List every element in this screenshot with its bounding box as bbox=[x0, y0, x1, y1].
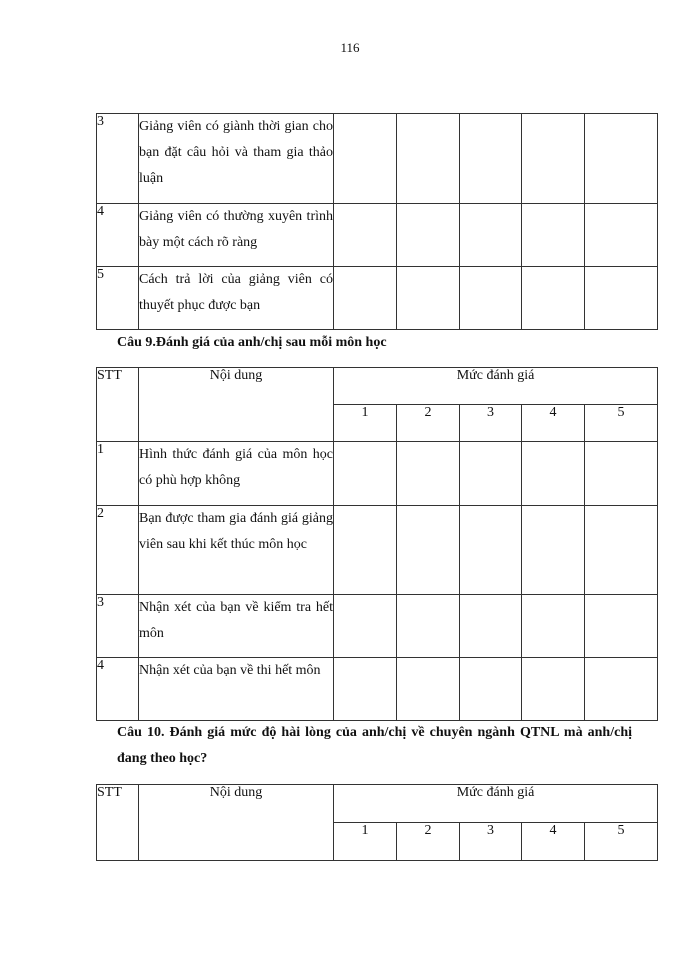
rating-cell[interactable] bbox=[522, 114, 585, 204]
question-9-title: Câu 9.Đánh giá của anh/chị sau mỗi môn học bbox=[117, 335, 387, 350]
level-4: 4 bbox=[522, 405, 585, 442]
level-5: 5 bbox=[585, 405, 658, 442]
header-rating: Mức đánh giá bbox=[334, 368, 658, 405]
rating-cell[interactable] bbox=[334, 595, 397, 658]
table-row bbox=[97, 114, 658, 204]
question-10-title: Câu 10. Đánh giá mức độ hài lòng của anh/chị về chuyên ngành QTNL mà anh/chị đang theo học? bbox=[117, 725, 632, 766]
rating-cell[interactable] bbox=[397, 442, 460, 506]
header-stt: STT bbox=[97, 368, 139, 442]
rating-cell[interactable] bbox=[334, 442, 397, 506]
rating-cell[interactable] bbox=[522, 442, 585, 506]
level-2: 2 bbox=[397, 405, 460, 442]
rating-cell[interactable] bbox=[460, 506, 522, 595]
rating-cell[interactable] bbox=[585, 595, 658, 658]
rating-cell[interactable] bbox=[397, 114, 460, 204]
rating-cell[interactable] bbox=[460, 658, 522, 721]
rating-cell[interactable] bbox=[460, 267, 522, 330]
level-3: 3 bbox=[460, 405, 522, 442]
rating-cell[interactable] bbox=[460, 204, 522, 267]
level-4: 4 bbox=[522, 823, 585, 861]
level-2: 2 bbox=[397, 823, 460, 861]
level-3: 3 bbox=[460, 823, 522, 861]
rating-cell[interactable] bbox=[397, 658, 460, 721]
rating-cell[interactable] bbox=[334, 506, 397, 595]
rating-cell[interactable] bbox=[585, 114, 658, 204]
row-stt: 5 bbox=[97, 267, 139, 330]
row-content: Cách trả lời của giảng viên có thuyết phục được bạn bbox=[139, 267, 334, 330]
rating-cell[interactable] bbox=[397, 204, 460, 267]
row-stt: 3 bbox=[97, 595, 139, 658]
rating-cell[interactable] bbox=[460, 442, 522, 506]
rating-cell[interactable] bbox=[334, 114, 397, 204]
rating-cell[interactable] bbox=[585, 267, 658, 330]
level-1: 1 bbox=[334, 405, 397, 442]
header-content: Nội dung bbox=[139, 368, 334, 442]
rating-cell[interactable] bbox=[460, 595, 522, 658]
table-question-10 bbox=[96, 784, 658, 861]
row-stt: 4 bbox=[97, 204, 139, 267]
row-stt: 3 bbox=[97, 114, 139, 204]
rating-cell[interactable] bbox=[397, 595, 460, 658]
rating-cell[interactable] bbox=[397, 506, 460, 595]
row-content: Giảng viên có thường xuyên trình bày một cách rõ ràng bbox=[139, 204, 334, 267]
row-stt: 1 bbox=[97, 442, 139, 506]
rating-cell[interactable] bbox=[585, 442, 658, 506]
row-content: Giảng viên có giành thời gian cho bạn đặt câu hỏi và tham gia thảo luận bbox=[139, 114, 334, 204]
page-number: 116 bbox=[340, 40, 360, 55]
rating-cell[interactable] bbox=[522, 506, 585, 595]
row-stt: 4 bbox=[97, 658, 139, 721]
table-row bbox=[97, 595, 658, 658]
rating-cell[interactable] bbox=[334, 204, 397, 267]
rating-cell[interactable] bbox=[522, 204, 585, 267]
level-1: 1 bbox=[334, 823, 397, 861]
table-row bbox=[97, 204, 658, 267]
rating-cell[interactable] bbox=[585, 658, 658, 721]
row-stt: 2 bbox=[97, 506, 139, 595]
row-content: Nhận xét của bạn về thi hết môn bbox=[139, 658, 334, 721]
rating-cell[interactable] bbox=[522, 267, 585, 330]
rating-cell[interactable] bbox=[522, 658, 585, 721]
table-row bbox=[97, 267, 658, 330]
rating-cell[interactable] bbox=[334, 658, 397, 721]
table-top-continuation bbox=[96, 113, 658, 330]
rating-cell[interactable] bbox=[585, 506, 658, 595]
table-question-9 bbox=[96, 367, 658, 721]
rating-cell[interactable] bbox=[585, 204, 658, 267]
row-content: Hình thức đánh giá của môn học có phù hợp không bbox=[139, 442, 334, 506]
row-content: Nhận xét của bạn về kiểm tra hết môn bbox=[139, 595, 334, 658]
table-row bbox=[97, 658, 658, 721]
rating-cell[interactable] bbox=[334, 267, 397, 330]
rating-cell[interactable] bbox=[397, 267, 460, 330]
header-rating: Mức đánh giá bbox=[334, 785, 658, 823]
header-stt: STT bbox=[97, 785, 139, 861]
level-5: 5 bbox=[585, 823, 658, 861]
rating-cell[interactable] bbox=[460, 114, 522, 204]
table-row bbox=[97, 442, 658, 506]
row-content: Bạn được tham gia đánh giá giảng viên sau khi kết thúc môn học bbox=[139, 506, 334, 595]
header-content: Nội dung bbox=[139, 785, 334, 861]
table-row bbox=[97, 506, 658, 595]
rating-cell[interactable] bbox=[522, 595, 585, 658]
